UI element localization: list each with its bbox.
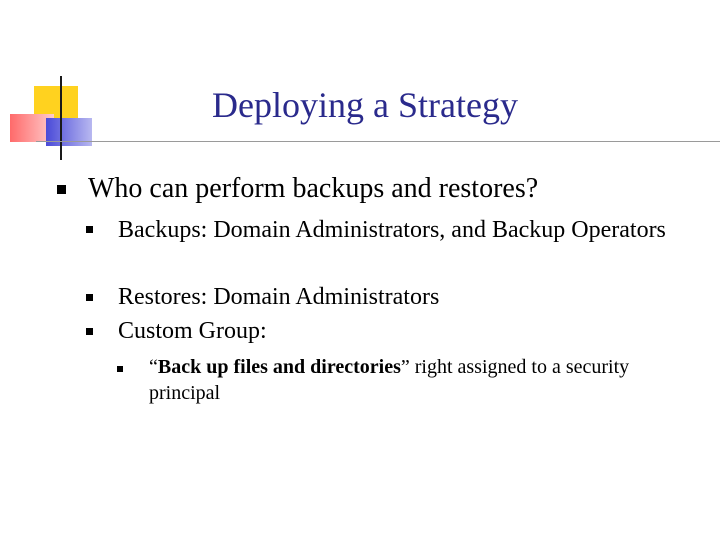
title-divider <box>36 141 720 142</box>
bullet-square-icon <box>86 294 93 301</box>
main-question: Who can perform backups and restores? <box>88 173 539 204</box>
slide-logo <box>0 0 110 170</box>
list-item-restores: Restores: Domain Administrators <box>118 284 440 310</box>
bullet-square-icon <box>57 185 66 194</box>
sub-list-item <box>149 354 689 406</box>
quote-open: “ <box>149 356 158 378</box>
right-description: ” right assigned to a security principal <box>149 356 630 404</box>
list-item-backups: Backups: Domain Administrators, and Backup Operators <box>118 217 666 243</box>
list-item-custom-group: Custom Group: <box>118 318 267 344</box>
bullet-square-icon <box>86 226 93 233</box>
bullet-square-icon <box>117 366 123 372</box>
bullet-square-icon <box>86 328 93 335</box>
slide-title: Deploying a Strategy <box>212 85 518 125</box>
logo-vertical-line <box>60 76 62 160</box>
right-name: Back up files and directories <box>157 356 401 378</box>
